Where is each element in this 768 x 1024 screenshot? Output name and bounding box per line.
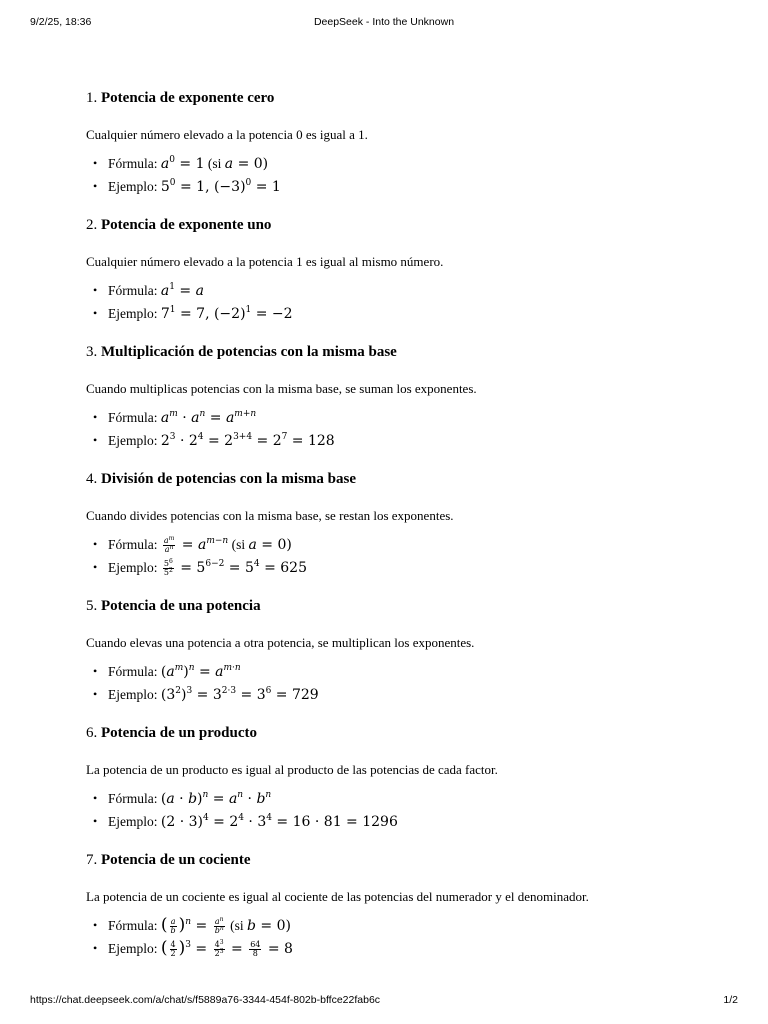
page-title: DeepSeek - Into the Unknown xyxy=(313,16,455,28)
section-title: Potencia de exponente uno xyxy=(101,217,272,233)
formula-item xyxy=(86,660,726,683)
formula-label: Fórmula: xyxy=(108,664,158,679)
example-math: $(3^2)^3 = 3^{2\cdot 3} = 3^6 = 729$ xyxy=(160,686,319,703)
section-exponente-uno xyxy=(86,213,726,340)
formula-list xyxy=(86,152,726,198)
section-heading xyxy=(86,467,726,491)
example-math: $7^1 = 7$, $(-2)^1 = -2$ xyxy=(160,305,293,322)
example-label: Ejemplo: xyxy=(108,306,158,321)
fraction: $\frac{64}{8}$ xyxy=(250,939,261,958)
example-label: Ejemplo: xyxy=(108,814,158,829)
example-item xyxy=(86,302,726,325)
example-math: $\frac{5^6}{5^2}$ = $5^{6-2} = 5^4 = 625$ xyxy=(163,557,307,577)
example-item xyxy=(86,937,726,960)
formula-item xyxy=(86,533,726,556)
section-description: Cuando multiplicas potencias con la misma base, se suman los exponentes. xyxy=(86,381,477,396)
section-description: La potencia de un producto es igual al producto de las potencias de cada factor. xyxy=(86,762,498,777)
formula-item xyxy=(86,914,726,937)
section-title: Potencia de un producto xyxy=(101,725,257,741)
page-number: 1/2 xyxy=(723,994,738,1006)
formula-list xyxy=(86,279,726,325)
section-heading xyxy=(86,721,726,745)
example-item xyxy=(86,683,726,706)
example-item xyxy=(86,810,726,833)
print-datetime: 9/2/25, 18:36 xyxy=(30,16,92,28)
fraction: $\frac{4}{2}$ xyxy=(170,939,176,958)
section-title: Multiplicación de potencias con la misma base xyxy=(101,344,397,360)
section-number: 7. xyxy=(86,852,98,868)
section-description: Cuando divides potencias con la misma base, se restan los exponentes. xyxy=(86,508,454,523)
fraction: $\frac{a^n}{b^n}$ xyxy=(214,915,224,935)
fraction: $\frac{4^3}{2^3}$ xyxy=(214,938,224,958)
section-number: 5. xyxy=(86,598,98,614)
formula-label: Fórmula: xyxy=(108,791,158,806)
formula-list xyxy=(86,533,726,579)
section-description: Cuando elevas una potencia a otra potencia, se multiplican los exponentes. xyxy=(86,635,475,650)
formula-label: Fórmula: xyxy=(108,156,158,171)
formula-label: Fórmula: xyxy=(108,410,158,425)
example-item xyxy=(86,175,726,198)
section-potencia-producto xyxy=(86,721,726,848)
section-description: Cualquier número elevado a la potencia 0 es igual a 1. xyxy=(86,127,368,142)
formula-math: $(a^m)^n = a^{m\cdot n}$ xyxy=(160,663,241,680)
example-label: Ejemplo: xyxy=(108,433,158,448)
section-multiplicacion xyxy=(86,340,726,467)
formula-label: Fórmula: xyxy=(108,537,158,552)
formula-math: $a^0 = 1$ (si a = 0) xyxy=(160,155,269,172)
formula-list xyxy=(86,660,726,706)
formula-label: Fórmula: xyxy=(108,283,158,298)
example-item xyxy=(86,556,726,579)
page-url: https://chat.deepseek.com/a/chat/s/f5889a76-3344-454f-802b-bffce22fab6c xyxy=(30,994,381,1006)
section-description: Cualquier número elevado a la potencia 1 es igual al mismo número. xyxy=(86,254,444,269)
example-label: Ejemplo: xyxy=(108,687,158,702)
document-content xyxy=(86,86,726,975)
section-potencia-cociente xyxy=(86,848,726,975)
section-heading xyxy=(86,213,726,237)
formula-math: $a^1 = a$ xyxy=(160,282,204,299)
section-number: 6. xyxy=(86,725,98,741)
example-label: Ejemplo: xyxy=(108,179,158,194)
example-math: $5^0 = 1$, $(-3)^0 = 1$ xyxy=(160,178,281,195)
example-label: Ejemplo: xyxy=(108,560,158,575)
section-number: 3. xyxy=(86,344,98,360)
formula-math: $\frac{a^m}{a^n}$ = $a^{m-n}$ (si a = 0) xyxy=(163,534,292,554)
formula-math: $a^m \cdot a^n = a^{m+n}$ xyxy=(160,409,257,426)
formula-item xyxy=(86,279,726,302)
fraction: $\frac{a^m}{a^n}$ xyxy=(163,534,175,554)
formula-item xyxy=(86,152,726,175)
formula-list xyxy=(86,406,726,452)
section-heading xyxy=(86,86,726,110)
formula-label: Fórmula: xyxy=(108,918,158,933)
formula-item xyxy=(86,406,726,429)
print-footer xyxy=(30,994,738,1010)
formula-math: ( $\frac{a}{b}$ )$^n$ = $\frac{a^n}{b^n}$ (si b = 0) xyxy=(160,915,291,935)
formula-item xyxy=(86,787,726,810)
formula-list xyxy=(86,914,726,960)
fraction: $\frac{5^6}{5^2}$ xyxy=(163,557,173,577)
section-number: 1. xyxy=(86,90,98,106)
section-title: División de potencias con la misma base xyxy=(101,471,357,487)
section-title: Potencia de exponente cero xyxy=(101,90,275,106)
example-math: $(2 \cdot 3)^4 = 2^4 \cdot 3^4 = 16 \cdot 81 = 1296$ xyxy=(160,813,398,830)
example-item xyxy=(86,429,726,452)
section-number: 4. xyxy=(86,471,98,487)
section-potencia-de-potencia xyxy=(86,594,726,721)
section-heading xyxy=(86,594,726,618)
section-title: Potencia de una potencia xyxy=(101,598,261,614)
fraction: $\frac{a}{b}$ xyxy=(170,916,176,935)
section-heading xyxy=(86,340,726,364)
section-description: La potencia de un cociente es igual al cociente de las potencias del numerador y el denominador. xyxy=(86,889,589,904)
section-number: 2. xyxy=(86,217,98,233)
section-division xyxy=(86,467,726,594)
example-math: ( $\frac{4}{2}$ )$^3$ = $\frac{4^3}{2^3}$ = $\frac{64}{8}$ = 8 xyxy=(160,938,293,958)
print-header xyxy=(30,16,738,32)
section-title: Potencia de un cociente xyxy=(101,852,251,868)
section-heading xyxy=(86,848,726,872)
section-exponente-cero xyxy=(86,86,726,213)
formula-list xyxy=(86,787,726,833)
example-label: Ejemplo: xyxy=(108,941,158,956)
example-math: $2^3 \cdot 2^4 = 2^{3+4} = 2^7 = 128$ xyxy=(160,432,335,449)
formula-math: $(a \cdot b)^n = a^n \cdot b^n$ xyxy=(160,790,272,807)
